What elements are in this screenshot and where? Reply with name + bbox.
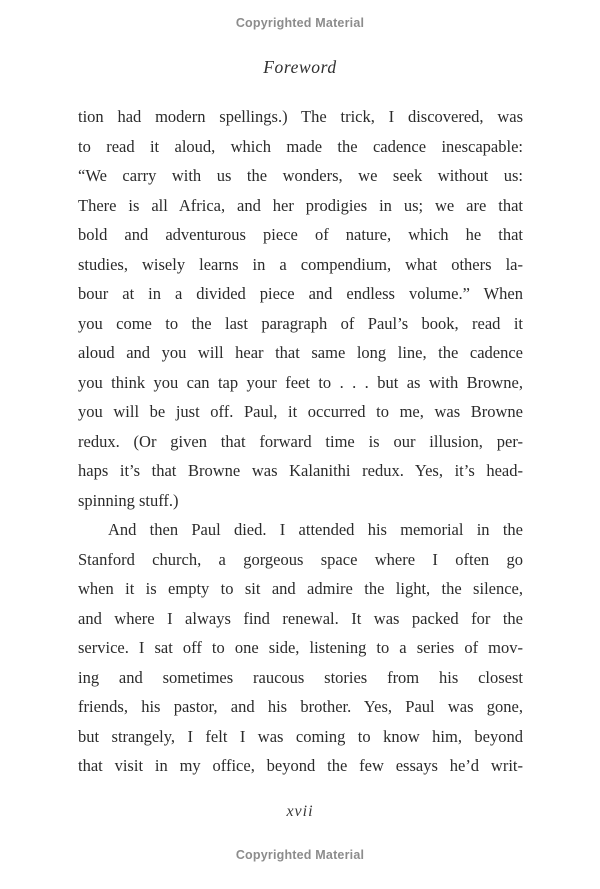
text-line: studies, wisely learns in a compendium, what others la- [78, 254, 523, 274]
text-line: friends, his pastor, and his brother. Yes, Paul was gone, [78, 697, 523, 716]
text-line: you will be just off. Paul, it occurred to me, was Browne [78, 402, 523, 421]
text-line: And then Paul died. I attended his memorial in the [108, 520, 523, 539]
text-line: bour at in a divided piece and endless volume.” When [78, 284, 523, 303]
text-line: bold and adventurous piece of nature, which he that [78, 225, 523, 244]
body-text [78, 102, 523, 781]
text-line: and where I always find renewal. It was packed for the [78, 608, 523, 628]
copyright-notice-bottom: Copyrighted Material [235, 848, 365, 862]
text-line: aloud and you will hear that same long line, the cadence [78, 343, 523, 362]
chapter-heading: Foreword [263, 57, 337, 77]
text-line: you think you can tap your feet to . . . but as with Browne, [78, 372, 523, 392]
text-line: to read it aloud, which made the cadence inescapable: [78, 136, 523, 156]
text-line: tion had modern spellings.) The trick, I discovered, was [78, 107, 523, 126]
text-line: service. I sat off to one side, listening to a series of mov- [78, 638, 523, 657]
text-line: spinning stuff.) [78, 490, 179, 510]
text-line: There is all Africa, and her prodigies in us; we are that [78, 195, 523, 215]
text-line: that visit in my office, beyond the few essays he’d writ- [78, 756, 523, 775]
text-line: haps it’s that Browne was Kalanithi redux. Yes, it’s head- [78, 461, 523, 480]
text-line: you come to the last paragraph of Paul’s book, read it [78, 313, 523, 333]
text-line: when it is empty to sit and admire the light, the silence, [78, 579, 523, 598]
text-line: “We carry with us the wonders, we seek without us: [78, 166, 523, 185]
text-line: ing and sometimes raucous stories from his closest [78, 667, 523, 687]
copyright-notice-top: Copyrighted Material [235, 16, 365, 30]
page-number: xvii [286, 803, 314, 820]
text-line: redux. (Or given that forward time is our illusion, per- [78, 431, 523, 451]
text-line: but strangely, I felt I was coming to know him, beyond [78, 726, 523, 746]
text-line: Stanford church, a gorgeous space where I often go [78, 549, 523, 569]
